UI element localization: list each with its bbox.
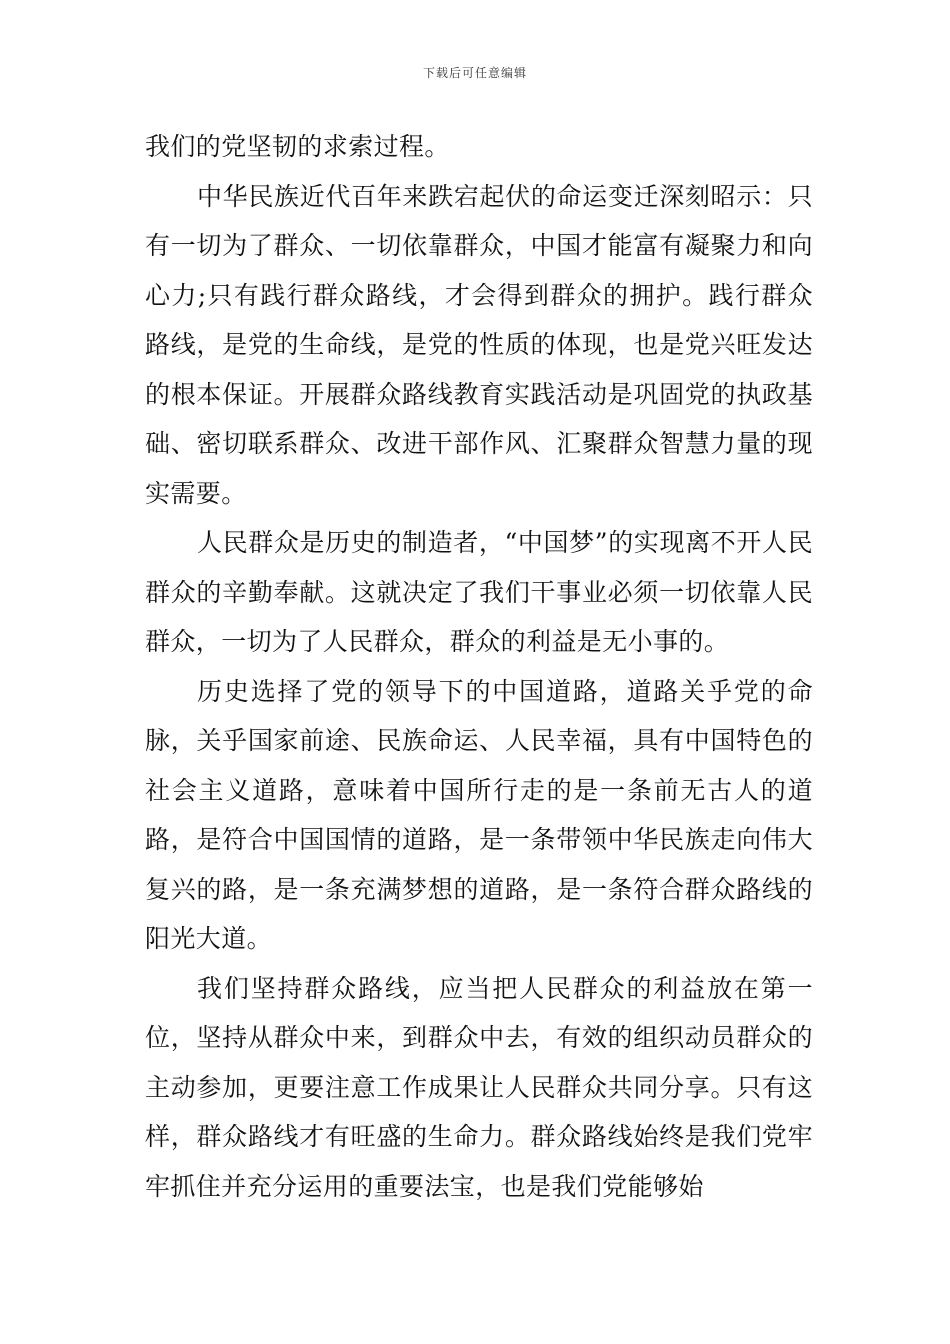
paragraph-5: 我们坚持群众路线，应当把人民群众的利益放在第一位，坚持从群众中来，到群众中去，有效的组织动员群众的主动参加，更要注意工作成果让人民群众共同分享。只有这样，群众路线才有旺盛的生命力。群众路线始终是我们党牢牢抓住并充分运用的重要法宝，也是我们党能够始 (145, 973, 813, 1201)
paragraph-2: 中华民族近代百年来跌宕起伏的命运变迁深刻昭示：只有一切为了群众、一切依靠群众，中国才能富有凝聚力和向心力;只有践行群众路线，才会得到群众的拥护。践行群众路线，是党的生命线，是党的性质的体现，也是党兴旺发达的根本保证。开展群众路线教育实践活动是巩固党的执政基础、密切联系群众、改进干部作风、汇聚群众智慧力量的现实需要。 (145, 181, 813, 508)
header-note: 下载后可任意编辑 (422, 66, 527, 80)
paragraph-1: 我们的党坚韧的求索过程。 (145, 132, 450, 161)
paragraph-3: 人民群众是历史的制造者，“中国梦”的实现离不开人民群众的辛勤奉献。这就决定了我们干事业必须一切依靠人民群众，一切为了人民群众，群众的利益是无小事的。 (145, 528, 813, 656)
body-text (145, 122, 813, 1211)
paragraph-4: 历史选择了党的领导下的中国道路，道路关乎党的命脉，关乎国家前途、民族命运、人民幸福，具有中国特色的社会主义道路，意味着中国所行走的是一条前无古人的道路，是符合中国国情的道路，是一条带领中华民族走向伟大复兴的路，是一条充满梦想的道路，是一条符合群众路线的阳光大道。 (145, 676, 813, 953)
